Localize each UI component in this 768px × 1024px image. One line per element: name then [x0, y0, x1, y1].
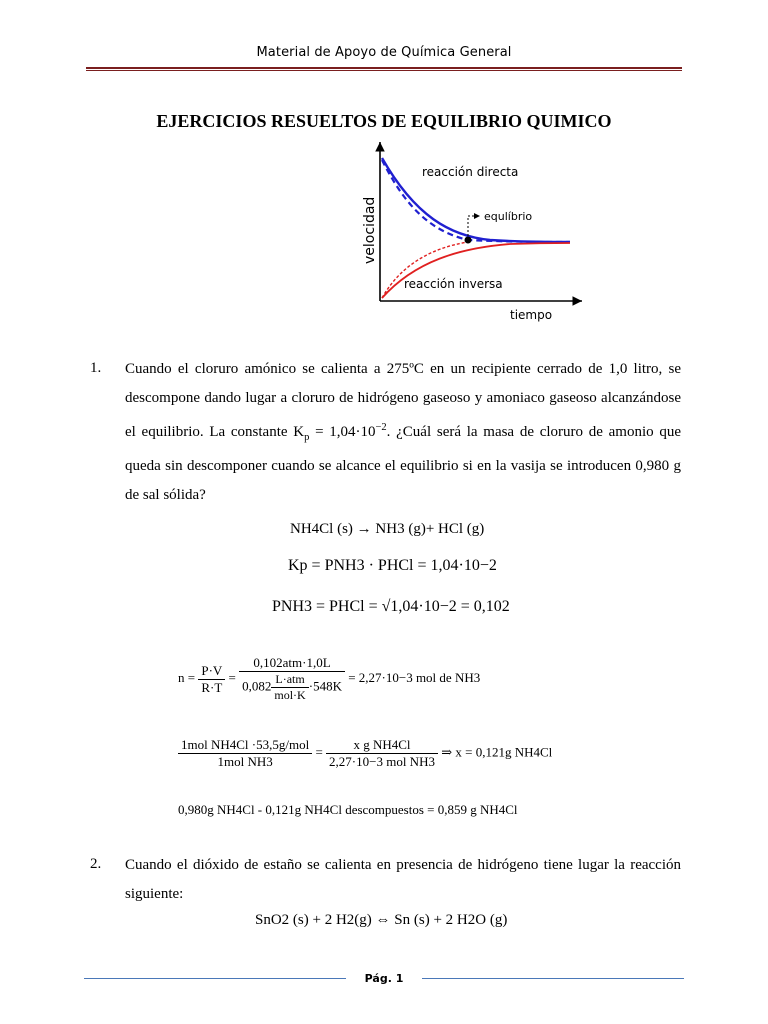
- page-number: Pág. 1: [364, 972, 404, 985]
- remaining-mass-calculation: 0,980g NH4Cl - 0,121g NH4Cl descompuestos = 0,859 g NH4Cl: [178, 802, 518, 817]
- exercise-2-number: 2.: [90, 856, 102, 872]
- x-axis-label: tiempo: [510, 308, 553, 322]
- exercise-1-number: 1.: [90, 360, 102, 376]
- header-rule-thin: [86, 70, 682, 71]
- header-rule: [86, 67, 682, 69]
- page-header: Material de Apoyo de Química General: [256, 45, 512, 60]
- partial-pressure-expression: PNH3 = PHCl = √1,04·10−2 = 0,102: [272, 598, 510, 615]
- reaction-equation-1: NH4Cl (s) → NH3 (g)+ HCl (g): [290, 521, 485, 537]
- kp-expression: Kp = PNH3 · PHCl = 1,04·10−2: [288, 557, 497, 574]
- inverse-label: reacción inversa: [404, 277, 503, 291]
- mass-ratio-calculation: $\frac{\text{1mol NH4Cl ·53,5g/mol}}{\text{1mol NH3}}$ = $\frac{\text{x g NH4Cl}}{\text{2,27·10−3 mol NH3}}$ ⇒ x = 0,121g NH4Cl: [178, 737, 552, 770]
- direct-label: reacción directa: [422, 165, 519, 179]
- y-axis-label: velocidad: [362, 196, 378, 264]
- exercise-2-text: Cuando el dióxido de estaño se calienta en presencia de hidrógeno tiene lugar la reacción siguiente:: [125, 857, 681, 902]
- equilibrium-label: equlíbrio: [484, 210, 533, 223]
- exercise-1-text: Cuando el cloruro amónico se calienta a 275ºC en un recipiente cerrado de 1,0 litro, se descompone dando lugar a cloruro de hidrógeno gaseoso y amoniaco gaseoso alcanzándose el equilibrio. La constante $K_p = 1,04\cdot 10^{-2}$. ¿Cuál será la masa de cloruro de amonio que queda sin descomponer cuando se alcance el equilibrio si en la vasija se introducen 0,980 g de sal sólida?: [125, 361, 681, 503]
- reaction-equation-2: SnO2 (s) + 2 H2(g) ⇔ Sn (s) + 2 H2O (g): [255, 912, 508, 928]
- equilibrium-rate-graph: [360, 136, 590, 326]
- equilibrium-point: [465, 237, 472, 244]
- moles-calculation: n = $\frac{P\cdot V}{R\cdot T}$ = 0,102atm·1,0L 0,082 $\frac{\text{L·atm}}{\text{mol·K}}$ ·548K = 2,27·10−3 mol de NH3: [178, 655, 481, 702]
- page-title: EJERCICIOS RESUELTOS DE EQUILIBRIO QUIMICO: [156, 111, 612, 131]
